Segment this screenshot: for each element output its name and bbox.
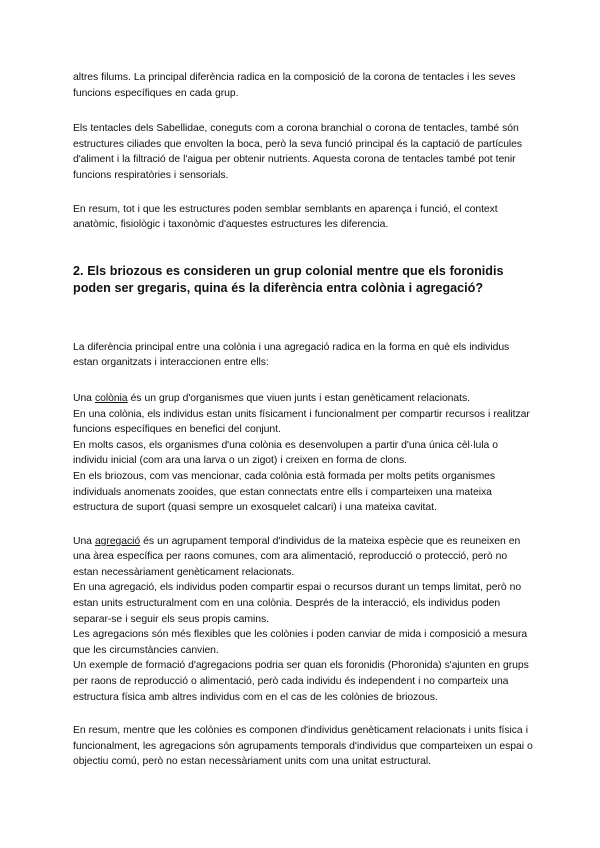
colonia-prefix: Una [73,392,95,404]
paragraph-sabellidae: Els tentacles dels Sabellidae, coneguts com a corona branchial o corona de tentacles, també són estructures ciliades que envolten la boca, però la seva funció principal és la captació de partícules d'aliment i la filtració de l'aigua per obtenir nutrients. Aquesta corona de tentacles també pot tenir funcions respiratòries i sensorials. [73,123,523,181]
agregacio-section [73,534,535,706]
agregacio-definition [73,534,535,581]
colonia-line-4: En els briozous, com vas mencionar, cada colònia està formada per molts petits organismes individuals anomenats zooides, que estan connectats entre ells i comparteixen una mateixa estructura de suport (quasi sempre un exosquelet calcari) i una mateixa cavitat. [73,470,496,514]
colonia-definition [73,391,535,407]
colonia-term: colònia [94,392,128,404]
agregacio-prefix: Una [73,535,95,547]
paragraph-summary-1: En resum, tot i que les estructures poden semblar semblants en aparença i funció, el context anatòmic, fisiològic i taxonòmic d'aquestes estructures les diferencia. [73,203,498,231]
paragraph-difference: La diferència principal entre una colònia i una agregació radica en la forma en què els individus estan organitzats i interaccionen entre ells: [73,341,510,369]
colonia-section [73,391,535,516]
question-heading: 2. Els briozous es consideren un grup colonial mentre que els foronidis poden ser gregaris, quina és la diferència entra colònia i agregació? [73,263,504,296]
agregacio-line-2: En una agregació, els individus poden compartir espai o recursos durant un temps limitat, però no estan units estructuralment com en una colònia. Després de la interacció, els individus poden separar-se i seguir els seus propis camins. [73,582,522,625]
colonia-suffix: és un grup d'organismes que viuen junts i estan genèticament relacionats. [127,392,470,404]
agregacio-suffix: és un agrupament temporal d'individus de la mateixa espècie que es reuneixen en una àrea específica per raons comunes, com ara alimentació, reproducció o protecció, però no estan necessàriament genèticament relacionats. [73,535,521,578]
paragraph-intro-end: altres filums. La principal diferència radica en la composició de la corona de tentacles i les seves funcions específiques en cada grup. [73,72,516,99]
colonia-line-2: En una colònia, els individus estan units físicament i funcionalment per compartir recursos i realitzar funcions específiques en benefici del conjunt. [73,408,530,436]
agregacio-term: agregació [94,535,141,547]
paragraph-summary-2: En resum, mentre que les colònies es componen d'individus genèticament relacionats i units física i funcionalment, les agregacions són agrupaments temporals d'individus que comparteixen un espai o objectiu comú, però no estan necessàriament units com una unitat estructural. [73,725,533,768]
agregacio-line-3: Les agregacions són més flexibles que les colònies i poden canviar de mida i composició a mesura que les circumstàncies canvien. [73,629,528,656]
colonia-line-3: En molts casos, els organismes d'una colònia es desenvolupen a partir d'una única cèl·lula o individu inicial (com ara una larva o un zigot) i creixen en forma de clons. [73,439,498,467]
document-body [73,70,535,770]
agregacio-line-4: Un exemple de formació d'agregacions podria ser quan els foronidis (Phoronida) s'ajunten en grups per raons de reproducció o alimentació, però cada individu és independent i no comparteix una estructura física amb altres individus com en el cas de les colònies de briozous. [73,660,529,703]
